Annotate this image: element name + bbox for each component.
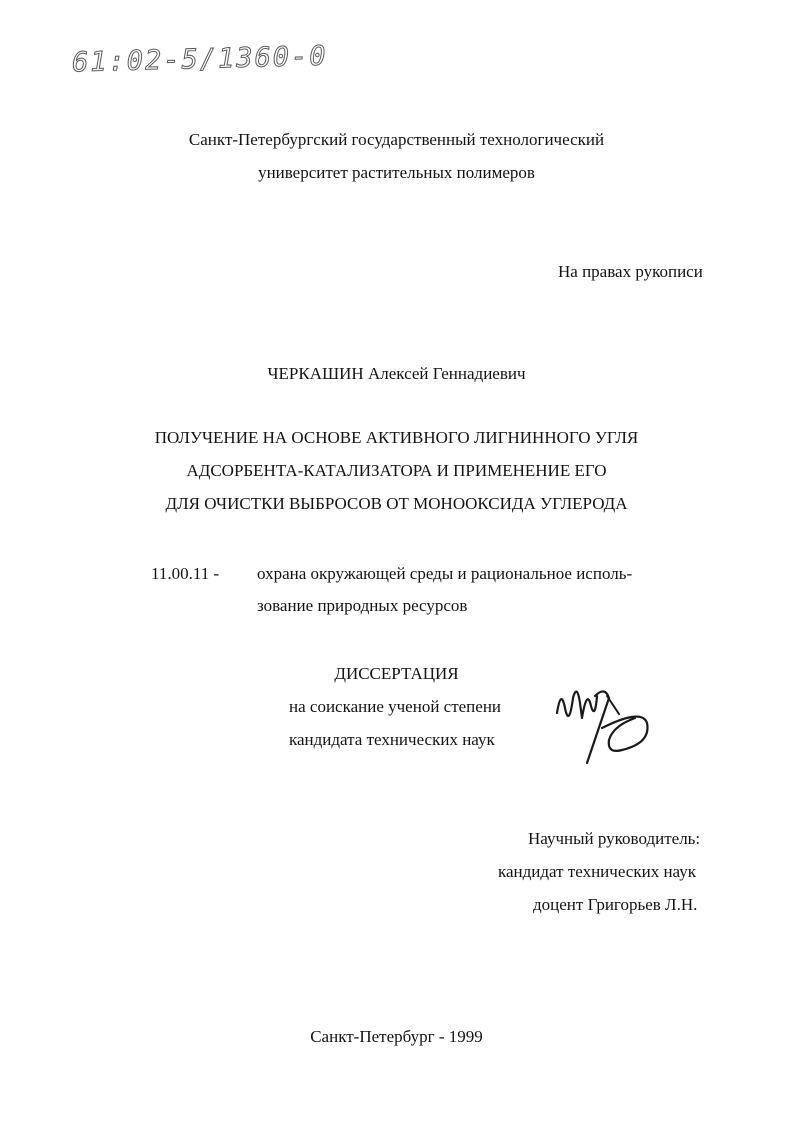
supervisor-name: доцент Григорьев Л.Н. [533,895,698,914]
city-year: Санкт-Петербург - 1999 [310,1027,483,1046]
specialty-code: 11.00.11 - [151,564,220,583]
dissertation-heading: ДИССЕРТАЦИЯ [334,664,459,683]
archive-number-stamp: 61:02-5/1360-0 [71,40,328,79]
thesis-title-line2: АДСОРБЕНТА-КАТАЛИЗАТОРА И ПРИМЕНЕНИЕ ЕГО [186,461,607,480]
degree-line1: на соискание ученой степени [289,697,502,716]
signature-icon [547,668,657,778]
specialty-name-line2: зование природных ресурсов [257,596,468,615]
thesis-title-line3: ДЛЯ ОЧИСТКИ ВЫБРОСОВ ОТ МОНООКСИДА УГЛЕРОДА [165,494,628,513]
manuscript-rights-note: На правах рукописи [558,262,703,281]
thesis-title-line1: ПОЛУЧЕНИЕ НА ОСНОВЕ АКТИВНОГО ЛИГНИННОГО УГЛЯ [154,428,639,447]
degree-line2: кандидата технических наук [289,730,495,749]
university-name-line1: Санкт-Петербургский государственный технологический [188,130,605,149]
university-name-line2: университет растительных полимеров [258,163,535,182]
supervisor-label: Научный руководитель: [528,829,701,848]
specialty-name-line1: охрана окружающей среды и рациональное исполь- [257,564,633,583]
supervisor-degree: кандидат технических наук [498,862,696,881]
author-name: ЧЕРКАШИН Алексей Геннадиевич [267,364,526,383]
